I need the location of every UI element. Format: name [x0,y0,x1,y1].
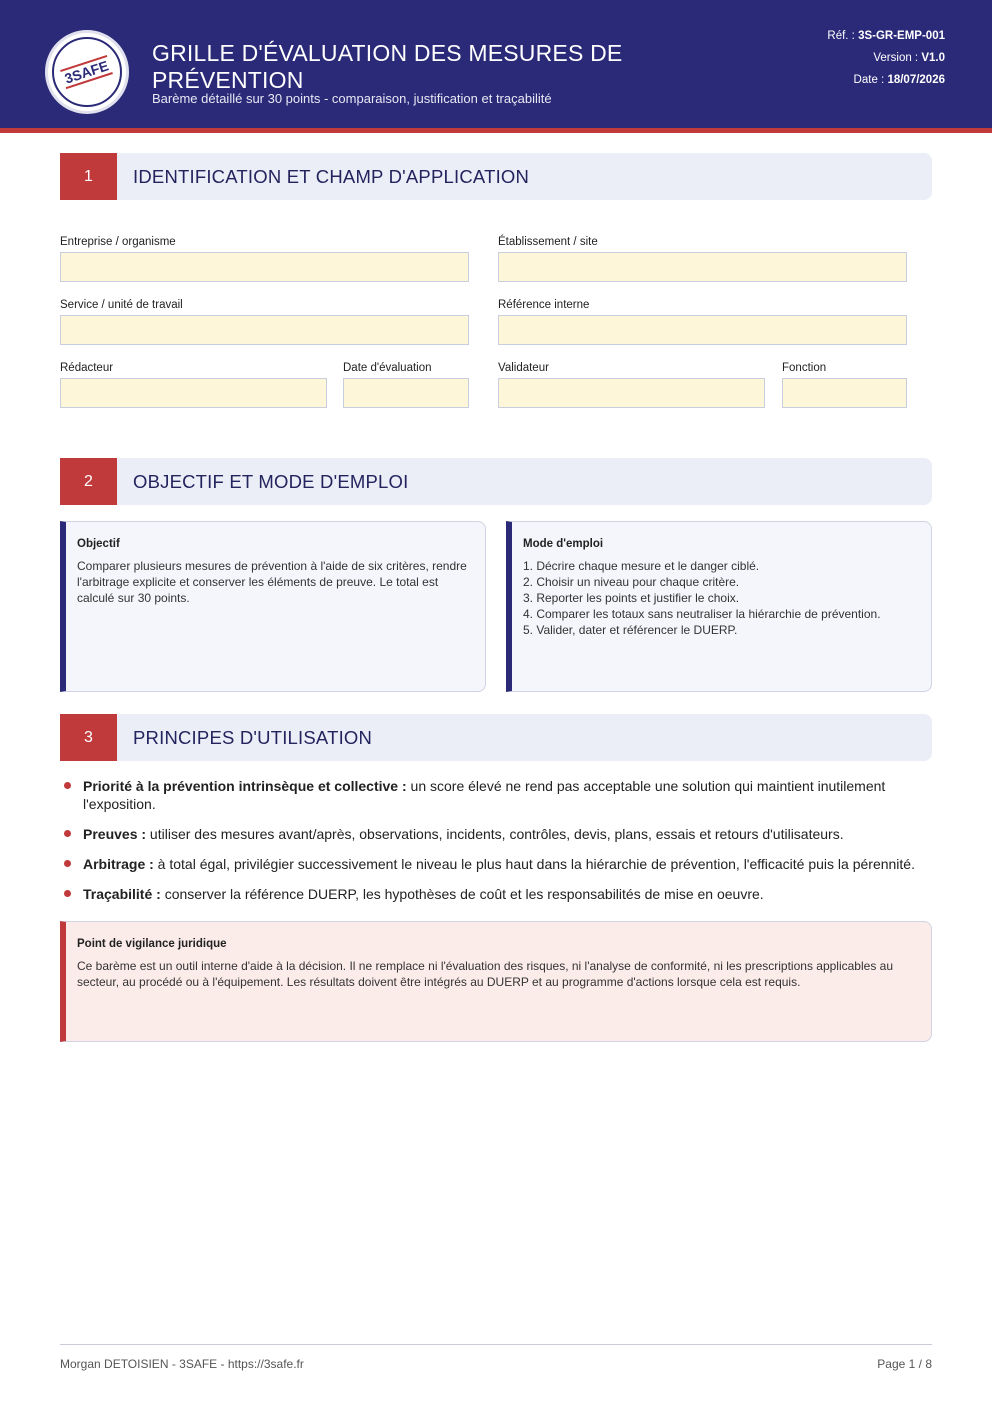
bullet-dot-icon [64,830,71,837]
objective-card [60,521,486,692]
bullet-dot-icon [64,782,71,789]
principle-item [60,885,932,903]
page-number: Page 1 / 8 [877,1357,932,1371]
section-1-number: 1 [60,153,117,200]
meta-date-value: 18/07/2026 [887,74,945,86]
instructions-list [523,558,915,638]
meta-date [827,69,945,91]
instruction-step: 1. Décrire chaque mesure et le danger ciblé. [523,559,760,573]
principle-label: Traçabilité : [83,886,161,902]
principle-text: conserver la référence DUERP, les hypothèses de coût et les responsabilités de mise en oeuvre. [160,886,764,902]
function-field[interactable] [782,378,907,408]
eval-date-field[interactable] [343,378,469,408]
instruction-step: 3. Reporter les points et justifier le choix. [523,591,740,605]
logo-ring [52,37,122,107]
logo-text: 3SAFE [61,55,114,89]
meta-ref [827,25,945,47]
eval-date-label: Date d'évaluation [343,362,432,374]
service-field[interactable] [60,315,469,345]
internal-ref-field[interactable] [498,315,907,345]
document-title: GRILLE D'ÉVALUATION DES MESURES DE PRÉVENTION [152,40,623,93]
validator-field[interactable] [498,378,765,408]
company-field[interactable] [60,252,469,282]
principle-text: utiliser des mesures avant/après, observations, incidents, contrôles, devis, plans, essais et retours d'utilisateurs. [146,826,844,842]
internal-ref-label: Référence interne [498,299,590,311]
section-3-number: 3 [60,714,117,761]
principle-text: à total égal, privilégier successivement le niveau le plus haut dans la hiérarchie de prévention, l'efficacité puis la pérennité. [153,856,915,872]
meta-version-label: Version : [873,52,919,64]
site-field[interactable] [498,252,907,282]
principle-text: un score élevé ne rend pas acceptable une solution qui maintient inutilement l'exposition. [83,778,886,812]
meta-ref-label: Réf. : [827,30,855,42]
warning-title: Point de vigilance juridique [77,938,227,950]
section-2-title: OBJECTIF ET MODE D'EMPLOI [133,471,409,492]
principle-item [60,855,932,873]
document-subtitle: Barème détaillé sur 30 points - comparaison, justification et traçabilité [152,91,552,106]
function-label: Fonction [782,362,827,374]
instruction-step: 5. Valider, dater et référencer le DUERP. [523,623,738,637]
principle-label: Arbitrage : [83,856,154,872]
company-label: Entreprise / organisme [60,236,176,248]
meta-ref-value: 3S-GR-EMP-001 [858,30,945,42]
meta-version-value: V1.0 [921,52,945,64]
validator-label: Validateur [498,362,549,374]
page-header [0,0,992,133]
bullet-dot-icon [64,890,71,897]
warning-text: Ce barème est un outil interne d'aide à la décision. Il ne remplace ni l'évaluation des risques, ni l'analyse de conformité, ni les prescriptions applicables au secteur, au procédé ou à l'équipement. Les résultats doivent être intégrés au DUERP et au programme d'actions lorsque cela est requis. [77,959,893,989]
meta-date-label: Date : [853,74,885,86]
legal-warning-card [60,921,932,1042]
principle-label: Preuves : [83,826,147,842]
section-1-header [60,153,932,200]
instructions-card [506,521,932,692]
document-meta [827,25,945,91]
author-label: Rédacteur [60,362,114,374]
section-2-header [60,458,932,505]
principle-label: Priorité à la prévention intrinsèque et collective : [83,778,407,794]
bullet-dot-icon [64,860,71,867]
objective-text: Comparer plusieurs mesures de prévention à l'aide de six critères, rendre l'arbitrage explicite et conserver les éléments de preuve. Le total est calculé sur 30 points. [77,559,467,605]
principles-list [60,777,932,915]
section-2-number: 2 [60,458,117,505]
principle-item [60,777,932,813]
instructions-title: Mode d'emploi [523,538,604,550]
principle-item [60,825,932,843]
footer-author: Morgan DETOISIEN - 3SAFE - https://3safe.fr [60,1357,304,1371]
section-3-title: PRINCIPES D'UTILISATION [133,727,373,748]
instruction-step: 2. Choisir un niveau pour chaque critère. [523,575,740,589]
section-1-title: IDENTIFICATION ET CHAMP D'APPLICATION [133,166,530,187]
site-label: Établissement / site [498,236,598,248]
footer-divider [60,1344,932,1345]
objective-title: Objectif [77,538,120,550]
company-logo [45,30,129,114]
service-label: Service / unité de travail [60,299,183,311]
meta-version [827,47,945,69]
author-field[interactable] [60,378,327,408]
instruction-step: 4. Comparer les totaux sans neutraliser la hiérarchie de prévention. [523,607,881,621]
section-3-header [60,714,932,761]
